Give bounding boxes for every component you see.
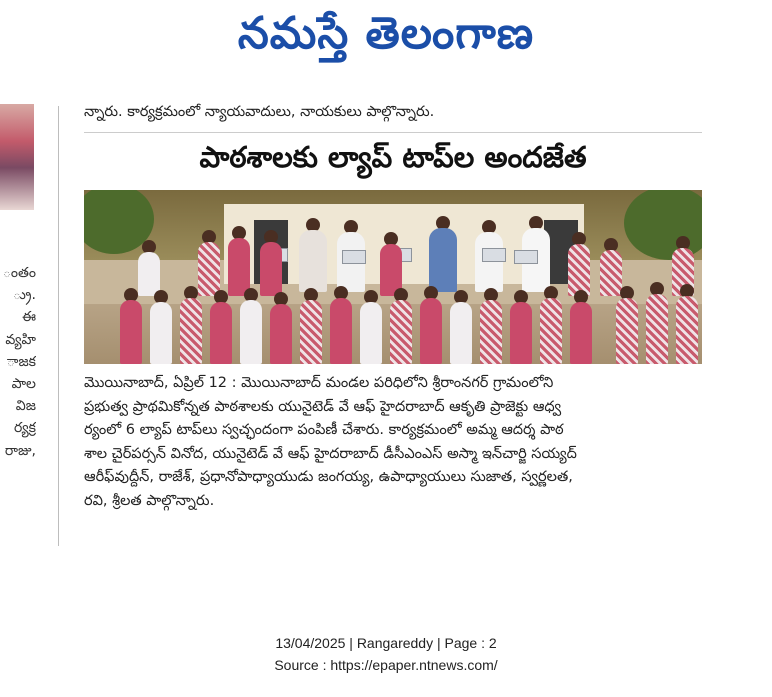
- previous-article-ending: న్నారు. కార్యక్రమంలో న్యాయవాదులు, నాయకులు పాల్గొన్నారు.: [84, 104, 435, 120]
- adjacent-line: ర్యక్ర: [13, 420, 36, 437]
- adjacent-line: ాజక: [6, 353, 36, 370]
- adjacent-line: పాల: [11, 376, 36, 393]
- body-line: రవి, శ్రీలత పాల్గొన్నారు.: [84, 492, 215, 509]
- masthead: [0, 0, 772, 78]
- article-divider: [84, 132, 702, 133]
- adjacent-article-text: [2, 262, 36, 462]
- body-line: ప్రభుత్వ ప్రాథమికోన్నత పాఠశాలకు యునైటెడ్ వే ఆఫ్ హైదరాబాద్ ఆకృతి ప్రాజెక్టు ఆధ్వ: [84, 398, 562, 415]
- article-body: [84, 372, 704, 514]
- masthead-title: నమస్తే తెలంగాణ: [237, 8, 535, 59]
- source-link[interactable]: Source : https://epaper.ntnews.com/: [274, 657, 498, 673]
- page-footer: [0, 632, 772, 676]
- body-line: మొయినాబాద్, ఏప్రిల్ 12 : మొయినాబాద్ మండల పరిధిలోని శ్రీరాంనగర్ గ్రామంలోని: [84, 375, 554, 391]
- news-clipping: [0, 98, 772, 548]
- body-line: శాల చైర్‌పర్సన్ వినోద, యునైటెడ్ వే ఆఫ్ హైదరాబాద్ డీసీఎంఎస్ అస్మా ఇన్‌చార్జి సయ్యద్: [84, 445, 577, 462]
- adjacent-line: రాజు,: [4, 442, 36, 459]
- adjacent-line: ంతం: [2, 265, 36, 281]
- adjacent-article-photo: [0, 104, 34, 210]
- article-headline: పాఠశాలకు ల్యాప్ టాప్‌ల అందజేత: [199, 140, 587, 174]
- edition-meta: 13/04/2025 | Rangareddy | Page : 2: [275, 635, 497, 651]
- adjacent-line: విజ: [15, 398, 36, 415]
- adjacent-line: వ్యహి: [5, 331, 36, 348]
- body-line: ఆరీఫ్‌వుద్దీన్, రాజేశ్, ప్రధానోపాధ్యాయుడు జంగయ్య, ఉపాధ్యాయులు సుజాత, స్వర్ణలత,: [84, 469, 573, 486]
- article-photo: [84, 190, 702, 364]
- adjacent-line: ్రు.: [12, 287, 36, 304]
- adjacent-line: ఈ: [22, 309, 36, 326]
- column-divider: [58, 106, 59, 546]
- body-line: ర్యంలో 6 ల్యాప్ టాప్‌లు స్వచ్ఛందంగా పంపిణీ చేశారు. కార్యక్రమంలో అమ్మ ఆదర్శ పాఠ: [84, 422, 564, 439]
